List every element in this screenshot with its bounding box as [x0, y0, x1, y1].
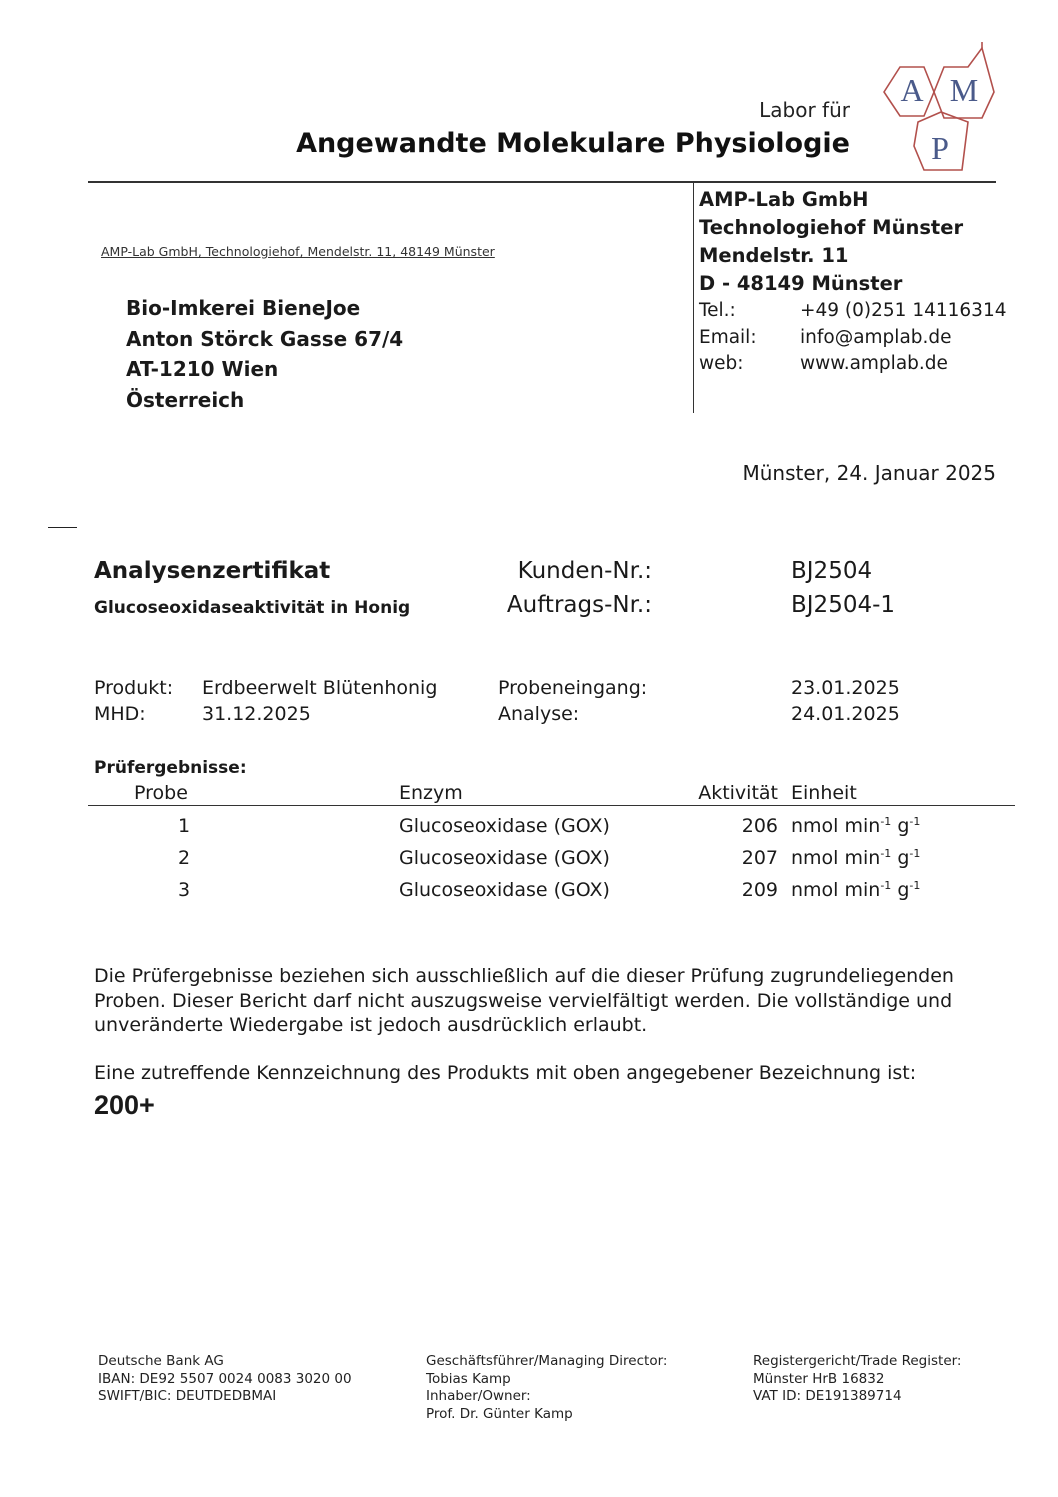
einheit-cell — [791, 847, 920, 869]
results-header-row — [88, 782, 1015, 806]
table-row — [88, 870, 1015, 902]
lab-title: Angewandte Molekulare Physiologie — [296, 128, 850, 159]
unit-exp: -1 — [909, 847, 921, 860]
company-address — [699, 186, 963, 298]
certificate-subtitle: Glucoseoxidaseaktivität in Honig — [94, 598, 411, 618]
unit-exp: -1 — [909, 815, 921, 828]
footer-line: Prof. Dr. Günter Kamp — [426, 1405, 573, 1422]
unit-base: nmol min — [791, 879, 881, 901]
table-row — [88, 838, 1015, 870]
analyse-value: 24.01.2025 — [791, 703, 900, 725]
kunden-nr-label: Kunden-Nr.: — [517, 558, 652, 584]
enzym-cell: Glucoseoxidase (GOX) — [399, 815, 610, 837]
logo-letter-m: M — [949, 72, 979, 108]
unit-exp: -1 — [880, 879, 892, 892]
produkt-value: Erdbeerwelt Blütenhonig — [202, 677, 438, 699]
aktivitaet-cell: 207 — [741, 847, 778, 869]
footer-line: VAT ID: DE191389714 — [753, 1388, 902, 1404]
disclaimer-line: unveränderte Wiedergabe ist jedoch ausdrücklich erlaubt. — [94, 1014, 648, 1036]
recipient-name: Bio-Imkerei BieneJoe — [126, 296, 361, 320]
certificate-title: Analysenzertifikat — [94, 558, 331, 584]
footer-line: Deutsche Bank AG — [98, 1353, 224, 1369]
footer-line: Geschäftsführer/Managing Director: — [426, 1353, 668, 1369]
disclaimer-line: Proben. Dieser Bericht darf nicht auszugsweise vervielfältigt werden. Die vollständige und — [94, 989, 953, 1012]
footer-line: Registergericht/Trade Register: — [753, 1353, 962, 1369]
logo-letter-a: A — [900, 72, 924, 108]
contact-web-row — [699, 351, 1006, 378]
company-building: Technologiehof Münster — [699, 216, 964, 239]
probeneingang-value: 23.01.2025 — [791, 677, 900, 699]
col-aktivitaet: Aktivität — [698, 782, 778, 804]
recipient-address — [126, 293, 403, 415]
contact-info — [699, 298, 1006, 378]
kunden-nr-value: BJ2504 — [791, 558, 873, 584]
tel-label: Tel.: — [699, 300, 736, 321]
aktivitaet-cell: 206 — [741, 815, 778, 837]
einheit-cell — [791, 815, 920, 837]
contact-tel-row — [699, 298, 1006, 325]
unit-exp: -1 — [880, 815, 892, 828]
probe-cell: 2 — [178, 847, 191, 869]
unit-base: nmol min — [791, 815, 881, 837]
probeneingang-label: Probeneingang: — [498, 677, 648, 699]
date-line: Münster, 24. Januar 2025 — [742, 461, 996, 485]
unit-g: g — [891, 815, 910, 837]
unit-exp: -1 — [880, 847, 892, 860]
mhd-label: MHD: — [94, 703, 146, 725]
probe-cell: 3 — [178, 879, 191, 901]
contact-email-row — [699, 325, 1006, 352]
results-heading: Prüfergebnisse: — [94, 758, 247, 778]
results-table — [88, 782, 1015, 902]
produkt-label: Produkt: — [94, 677, 174, 699]
unit-g: g — [891, 847, 910, 869]
footer-register-info — [753, 1353, 962, 1406]
vertical-divider — [693, 181, 694, 413]
tel-value[interactable]: +49 (0)251 14116314 — [800, 300, 1007, 321]
sender-address-line: AMP-Lab GmbH, Technologiehof, Mendelstr. 11, 48149 Münster — [101, 244, 495, 259]
mhd-value: 31.12.2025 — [202, 703, 311, 725]
footer-line: SWIFT/BIC: DEUTDEDBMAI — [98, 1388, 277, 1404]
kennzeichnung-value: 200+ — [94, 1090, 155, 1120]
footer-line: Tobias Kamp — [426, 1370, 511, 1387]
col-enzym: Enzym — [399, 782, 463, 804]
footer-bank-info — [98, 1353, 352, 1406]
unit-g: g — [891, 879, 910, 901]
company-street: Mendelstr. 11 — [699, 244, 849, 267]
kennzeichnung-label: Eine zutreffende Kennzeichnung des Produkts mit oben angegebener Bezeichnung ist: — [94, 1062, 917, 1084]
company-city: D - 48149 Münster — [699, 272, 903, 295]
col-probe: Probe — [134, 782, 188, 804]
col-einheit: Einheit — [791, 782, 857, 804]
fold-mark — [48, 527, 77, 528]
company-name: AMP-Lab GmbH — [699, 188, 869, 211]
web-label: web: — [699, 353, 744, 374]
header-rule — [88, 181, 996, 183]
aktivitaet-cell: 209 — [741, 879, 778, 901]
footer-line: IBAN: DE92 5507 0024 0083 3020 00 — [98, 1370, 352, 1387]
logo-letter-p: P — [931, 130, 949, 166]
disclaimer-line: Die Prüfergebnisse beziehen sich ausschließlich auf die dieser Prüfung zugrundeliegenden — [94, 965, 954, 987]
labor-fuer-label: Labor für — [759, 98, 850, 122]
unit-exp: -1 — [909, 879, 921, 892]
email-label: Email: — [699, 326, 757, 348]
auftrags-nr-label: Auftrags-Nr.: — [506, 592, 652, 618]
disclaimer-text — [94, 964, 994, 1038]
recipient-city: AT-1210 Wien — [126, 357, 279, 381]
probe-cell: 1 — [178, 815, 191, 837]
web-value[interactable]: www.amplab.de — [800, 353, 948, 374]
auftrags-nr-value: BJ2504-1 — [791, 592, 896, 618]
footer-line: Inhaber/Owner: — [426, 1388, 531, 1404]
footer-line: Münster HrB 16832 — [753, 1370, 885, 1387]
analyse-label: Analyse: — [498, 703, 580, 725]
table-row — [88, 806, 1015, 838]
email-value[interactable]: info@amplab.de — [800, 326, 952, 348]
footer-director-info — [426, 1353, 667, 1423]
recipient-country: Österreich — [126, 387, 245, 412]
recipient-street: Anton Störck Gasse 67/4 — [126, 326, 404, 351]
enzym-cell: Glucoseoxidase (GOX) — [399, 879, 610, 901]
amp-logo — [876, 42, 1002, 176]
enzym-cell: Glucoseoxidase (GOX) — [399, 847, 610, 869]
einheit-cell — [791, 879, 920, 901]
unit-base: nmol min — [791, 847, 881, 869]
